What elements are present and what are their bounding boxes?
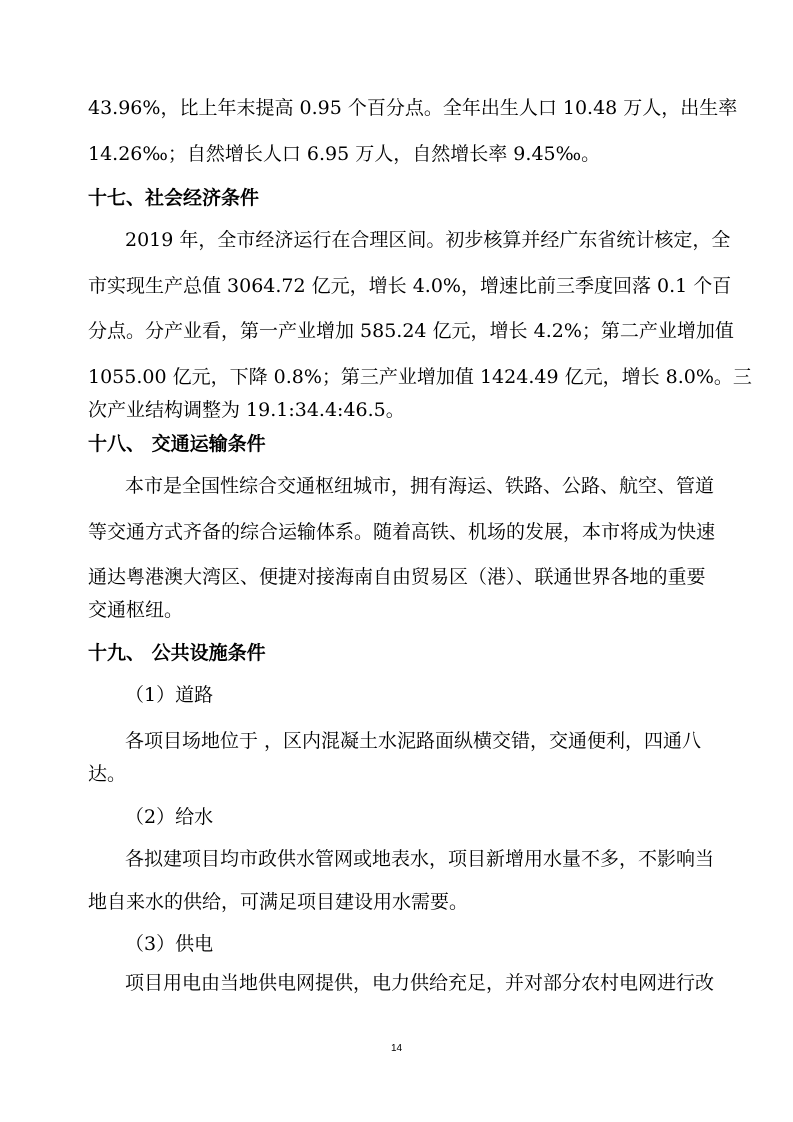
paragraph-line: 地自来水的供给，可满足项目建设用水需要。	[88, 891, 469, 913]
subsection-title-road: （1）道路	[125, 684, 214, 706]
page-number: 14	[390, 1043, 403, 1054]
section-heading-18: 十八、 交通运输条件	[88, 433, 266, 455]
section-heading-17: 十七、社会经济条件	[88, 187, 260, 209]
subsection-title-water: （2）给水	[125, 806, 214, 828]
paragraph-line: 43.96%，比上年末提高 0.95 个百分点。全年出生人口 10.48 万人，出生率	[88, 97, 738, 119]
paragraph-line: 本市是全国性综合交通枢纽城市，拥有海运、铁路、公路、航空、管道	[125, 475, 715, 497]
paragraph-line: 各项目场地位于 ，区内混凝土水泥路面纵横交错，交通便利，四通八	[125, 730, 702, 752]
paragraph-line: 各拟建项目均市政供水管网或地表水，项目新增用水量不多，不影响当	[125, 848, 715, 870]
paragraph-line: 等交通方式齐备的综合运输体系。随着高铁、机场的发展，本市将成为快速	[88, 521, 716, 543]
paragraph-line: 14.26‰；自然增长人口 6.95 万人，自然增长率 9.45‰。	[88, 143, 601, 165]
paragraph-line: 项目用电由当地供电网提供，电力供给充足，并对部分农村电网进行改	[125, 972, 715, 994]
paragraph-line: 市实现生产总值 3064.72 亿元，增长 4.0%，增速比前三季度回落 0.1 个百	[88, 275, 732, 297]
subsection-title-power: （3）供电	[125, 933, 214, 955]
paragraph-line: 分点。分产业看，第一产业增加 585.24 亿元，增长 4.2%；第二产业增加值	[88, 320, 734, 342]
paragraph-line: 次产业结构调整为 19.1:34.4:46.5。	[88, 399, 405, 421]
paragraph-line: 交通枢纽。	[88, 599, 184, 621]
paragraph-line: 通达粤港澳大湾区、便捷对接海南自由贸易区（港）、联通世界各地的重要	[88, 566, 706, 588]
section-heading-19: 十九、 公共设施条件	[88, 642, 266, 664]
paragraph-line: 1055.00 亿元，下降 0.8%；第三产业增加值 1424.49 亿元，增长 8.0%。三	[88, 366, 752, 388]
paragraph-line: 2019 年，全市经济运行在合理区间。初步核算并经广东省统计核定，全	[125, 229, 731, 251]
paragraph-line: 达。	[88, 763, 127, 785]
